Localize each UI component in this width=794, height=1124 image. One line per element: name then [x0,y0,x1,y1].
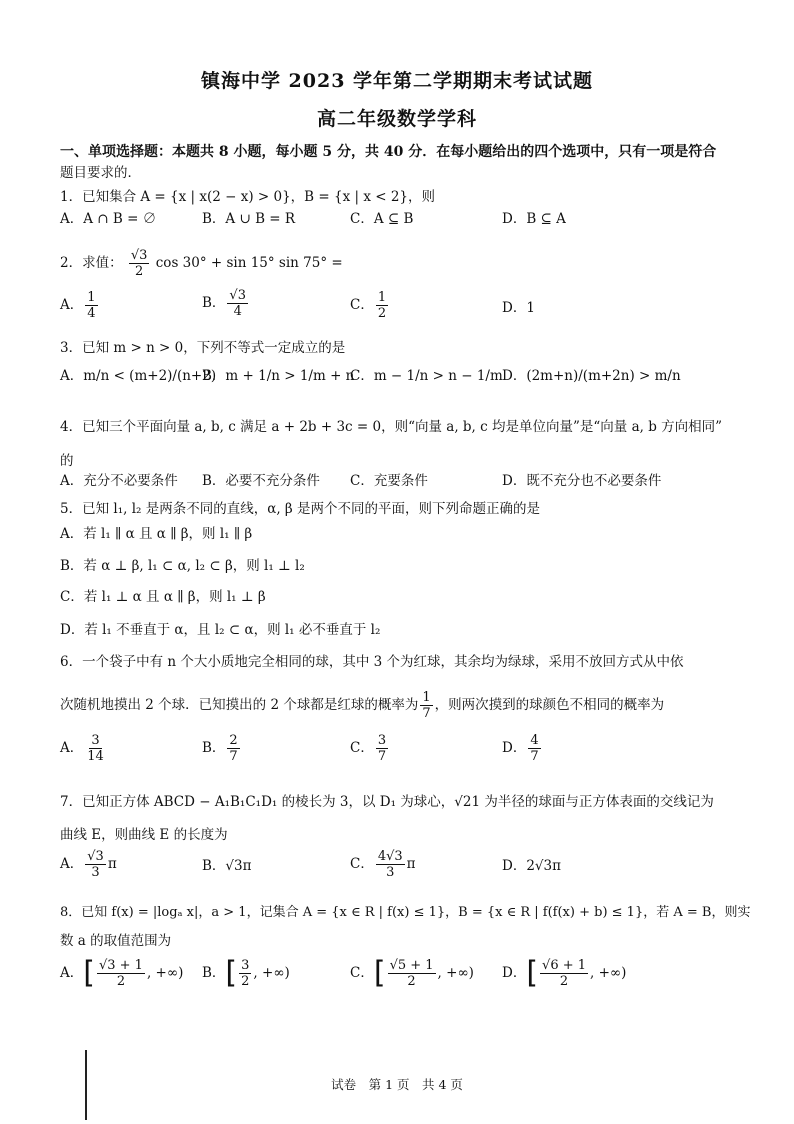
q5-option-a: A．若 l₁ ∥ α 且 α ∥ β，则 l₁ ∥ β [60,526,253,542]
q6-c-num: 3 [377,733,387,748]
q8-d-label: D． [502,965,527,981]
q8-b-num: 3 [241,958,250,973]
q8-d-frac [540,958,588,989]
q7-stem: 7．已知正方体 ABCD − A₁B₁C₁D₁ 的棱长为 3，以 D₁ 为球心，√21 为半径的球面与正方体表面的交线记为 [60,794,714,810]
page-footer: 试卷 第 1 页 共 4 页 [331,1077,463,1092]
q8-option-b [202,955,290,991]
q3-option-a: A．m/n < (m+2)/(n+2) [60,368,217,384]
q6-a-label: A． [60,740,84,756]
q5-option-d: D．若 l₁ 不垂直于 α，且 l₂ ⊂ α，则 l₁ 必不垂直于 l₂ [60,622,381,638]
q6-d-label: D． [502,740,527,756]
q4-stem-cont: 的 [60,453,74,469]
q5-option-c: C．若 l₁ ⊥ α 且 α ∥ β，则 l₁ ⊥ β [60,589,266,605]
q8-b-frac [239,958,251,989]
q8-a-bracket: [ [83,955,95,991]
q6-b-num: 2 [229,733,238,748]
q8-b-tail: , +∞) [253,965,290,981]
q2-b-num: √3 [229,288,246,303]
q3-option-c: C．m − 1/n > n − 1/m [350,368,503,384]
q7-a-label: A． [60,856,84,872]
q7-option-b: B．√3π [202,858,252,874]
q2-stem [60,248,343,279]
q8-a-tail: , +∞) [146,965,184,981]
q1-option-a: A．A ∩ B = ∅ [60,211,157,227]
q8-c-num: √5 + 1 [389,958,434,973]
q7-a-num: √3 [87,849,104,864]
q6-d-frac [528,733,540,764]
q7-option-d: D．2√3π [502,858,561,874]
q6-b-den: 7 [229,749,238,764]
q2-b-den: 4 [233,304,242,319]
q6-c-frac [376,733,388,764]
q2-option-a [60,290,100,321]
q7-stem-cont: 曲线 E，则曲线 E 的长度为 [60,827,228,843]
q2-option-d: D．1 [502,300,535,316]
q6-prob-den: 7 [422,706,431,721]
exam-title: 镇海中学 2023 学年第二学期期末考试试题 [200,70,594,92]
q8-b-den: 2 [241,974,250,989]
q2-a-num: 1 [87,290,96,305]
q8-d-den: 2 [559,974,569,989]
q8-b-label: B． [202,965,226,981]
q7-c-frac [376,849,405,880]
q8-a-num: √3 + 1 [98,958,143,973]
q4-option-b: B．必要不充分条件 [202,473,320,489]
q6-option-a [60,733,108,764]
q7-a-tail: π [107,856,117,872]
q8-c-frac [388,958,436,989]
q2-a-label: A． [60,297,84,313]
q4-option-a: A．充分不必要条件 [60,473,178,489]
q6-a-frac [85,733,106,764]
q5-option-b: B．若 α ⊥ β, l₁ ⊂ α, l₂ ⊂ β，则 l₁ ⊥ l₂ [60,558,305,574]
q2-a-den: 4 [87,306,96,321]
q8-c-label: C． [350,965,374,981]
q2-expression: cos 30° + sin 15° sin 75° = [155,255,343,271]
q7-option-a [60,849,117,880]
q8-c-tail: , +∞) [437,965,474,981]
q6-b-frac [227,733,239,764]
q8-c-bracket: [ [373,955,386,991]
q8-c-den: 2 [407,974,416,989]
q8-d-bracket: [ [526,955,539,991]
q2-a-frac [85,290,97,321]
q3-stem: 3．已知 m > n > 0，下列不等式一定成立的是 [60,340,346,356]
q2-c-frac [376,290,388,321]
q7-c-num: 4√3 [377,849,403,864]
q6-c-den: 7 [377,749,387,764]
q2-frac-num: √3 [130,248,148,263]
q8-b-bracket: [ [225,955,238,991]
q7-c-label: C． [350,856,374,872]
q6-b-label: B． [202,740,226,756]
q6-option-c [350,733,390,764]
q2-b-label: B． [202,295,226,311]
q7-option-c [350,849,416,880]
q6-option-d [502,733,543,764]
q5-stem: 5．已知 l₁, l₂ 是两条不同的直线，α, β 是两个不同的平面，则下列命题正确的是 [60,501,541,517]
q3-option-d: D．(2m+n)/(m+2n) > m/n [502,368,681,384]
exam-subtitle: 高二年级数学学科 [316,108,477,130]
q4-option-d: D．既不充分也不必要条件 [502,473,662,489]
q6-stem: 6．一个袋子中有 n 个大小质地完全相同的球，其中 3 个为红球，其余均为绿球，采用不放回方式从中依 [60,654,684,670]
q4-option-c: C．充要条件 [350,473,428,489]
q6-c-label: C． [350,740,374,756]
q2-label: 2．求值： [60,255,123,271]
q8-a-den: 2 [116,974,126,989]
q1-option-d: D．B ⊆ A [502,211,566,227]
q8-stem: 8．已知 f(x) = |logₐ x|，a > 1，记集合 A = {x ∈ R | f(x) ≤ 1}，B = {x ∈ R | f(f(x) + b) ≤ 1}，若 A = B，则实 [60,905,751,920]
q6-d-den: 7 [530,749,539,764]
q2-frac-den: 2 [135,264,144,279]
q1-option-b: B．A ∪ B = R [202,211,296,227]
q8-stem-cont: 数 a 的取值范围为 [60,933,172,949]
q7-a-frac [85,849,106,880]
q3-option-b: B．m + 1/n > 1/m + n [202,368,355,384]
q2-b-frac [227,288,248,319]
q7-a-den: 3 [91,865,100,880]
q7-c-tail: π [406,856,416,872]
q8-option-c [350,955,474,991]
section-heading-cont: 题目要求的． [60,165,141,181]
q8-a-label: A． [60,965,84,981]
q6-prob-frac [420,690,432,721]
q6-stem-part2: ，则两次摸到的球颜色不相同的概率为 [434,697,665,713]
q6-stem-cont [60,690,664,721]
q2-option-b [202,288,250,319]
q2-c-num: 1 [377,290,387,305]
q6-a-num: 3 [91,733,100,748]
q7-c-den: 3 [386,865,395,880]
q8-option-a [60,955,184,991]
q8-option-d [502,955,627,991]
section-heading: 一、单项选择题：本题共 8 小题，每小题 5 分，共 40 分．在每小题给出的四个选项中，只有一项是符合 [60,144,717,160]
q2-fraction [129,248,150,279]
q8-a-frac [97,958,145,989]
q6-option-b [202,733,242,764]
q2-c-den: 2 [377,306,387,321]
q2-option-c [350,290,390,321]
q1-stem: 1．已知集合 A = {x | x(2 − x) > 0}，B = {x | x < 2}，则 [60,189,436,205]
q6-stem-part1: 次随机地摸出 2 个球．已知摸出的 2 个球都是红球的概率为 [60,697,419,713]
q2-c-label: C． [350,297,374,313]
q8-d-num: √6 + 1 [542,958,587,973]
q1-option-c: C．A ⊆ B [350,211,414,227]
q8-d-tail: , +∞) [590,965,627,981]
q6-a-den: 14 [87,749,104,764]
q6-prob-num: 1 [422,690,431,705]
q4-stem: 4．已知三个平面向量 a, b, c 满足 a + 2b + 3c = 0，则“向量 a, b, c 均是单位向量”是“向量 a, b 方向相同” [60,419,723,435]
q6-d-num: 4 [530,733,539,748]
